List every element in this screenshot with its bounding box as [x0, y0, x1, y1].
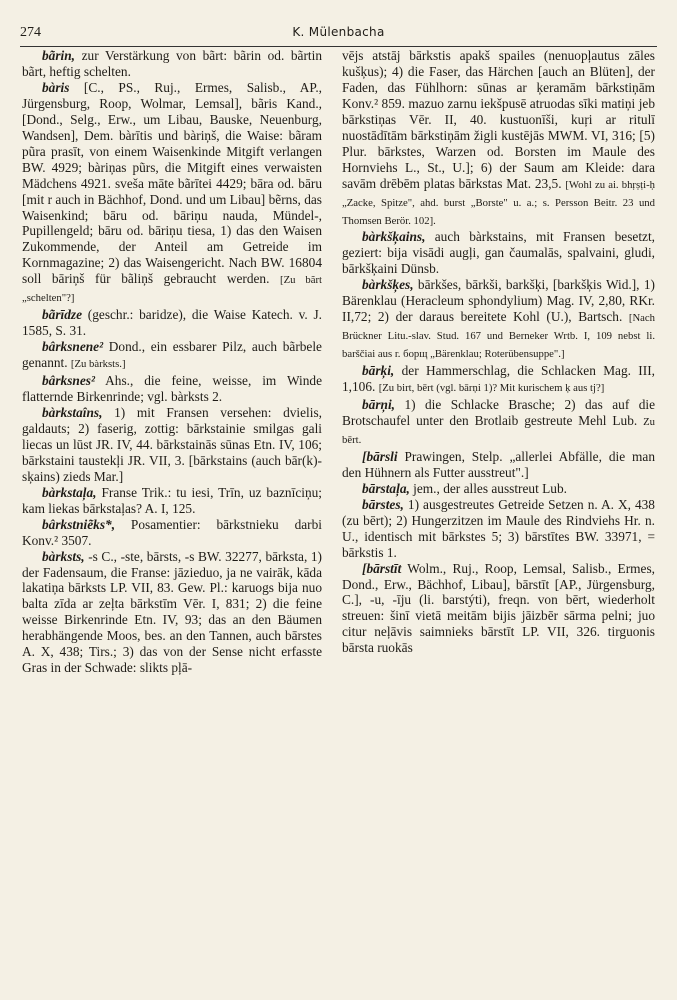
entry-barksnes: [22, 373, 322, 405]
headword: [bārstīt: [362, 560, 402, 576]
entry-barkskes: [342, 277, 655, 363]
entry-barksnene: [22, 339, 322, 373]
entry-barkskains: [342, 229, 655, 277]
etymology-note: [Zu birt, bērt (vgl. bārņi 1)? Mit kurischem ķ aus tj?]: [378, 382, 605, 395]
headword: [bārsli: [362, 448, 398, 464]
entry-barstala: [342, 481, 655, 497]
entry-barksts-continued: [342, 48, 655, 229]
entry-barstes: [342, 497, 655, 561]
entry-text: 1) die Schlacke Brasche; 2) das auf die Brotschaufel unter den Brotlaib gestreute Mehl Lub.: [342, 397, 655, 428]
entry-text: vējs atstāj bārkstis apakš spailes (nenuopļautus zāles kušķus); 4) die Faser, das Härchen [auch an Blüten], der Faden, das Fühlhorn: sūnas ar ķeramām bārkstiņām Konv.² 859. mazuo zarnu iekšpusē atruodas sīki matiņi jeb bārkstiņas Vēr. II, 40. kustuonīši, kuŗi ar ritulī nuostādītām bārkstiņām žigli kustējās MWM. VI, 316; [5) Plur. bārkstes, Warzen od. Borsten im Maule des Hornviehs L., St., U.]; 6) der Saum am Kleide: dara savām drēbēm platas bārkstas Mat. 23,5.: [342, 48, 655, 191]
headword: bārņi,: [362, 397, 396, 413]
entry-text: (geschr.: baridze), die Waise Katech. v. J. 1585, S. 31.: [22, 307, 322, 339]
headword: bârkstniẽks*,: [42, 516, 116, 532]
headword: bãrin,: [42, 48, 76, 63]
entry-text: Dond., ein essbarer Pilz, auch bãrbele genannt.: [22, 339, 322, 371]
entry-barkstnieks: [22, 517, 322, 549]
headword: bàrkšķes,: [362, 277, 414, 293]
headword: bãrīdze: [42, 307, 83, 323]
headword: bàrksts,: [42, 548, 85, 564]
headword: bārstaļa,: [362, 480, 410, 496]
entry-barkstala: [22, 485, 322, 517]
page-number: 274: [20, 25, 41, 40]
etymology-note: [Nach Brückner Litu.-slav. Stud. 167 und Berneker Wrtb. I, 109 nebst li. barščiai aus r. борщ „Bärenklau; Roterübensuppe".]: [342, 312, 655, 361]
running-head: K. Mülenbacha: [292, 25, 385, 39]
entry-barni: [342, 397, 655, 449]
etymology-note: [Zu bàrksts.]: [70, 358, 126, 371]
left-column: [22, 48, 322, 991]
entry-barksts: [22, 549, 322, 677]
entry-baris: [22, 80, 322, 307]
headword: bârksnes²: [42, 373, 95, 389]
entry-barkstains: [22, 405, 322, 485]
headword: bārķi,: [362, 363, 395, 379]
headword: bàrkšķains,: [362, 229, 426, 245]
headword: bàrkstaļa,: [42, 484, 97, 500]
headword: bârksnene²: [42, 339, 104, 355]
entry-text: 1) ausgestreutes Getreide Setzen n. A. X, 438 (zu bērt); 2) Hungerzitzen im Maule des Rindviehs Hr. n. U., identisch mit bārkstes 5; 3) bārstītes BW. 33971, = bārkstis 1.: [342, 496, 655, 560]
entry-text: Prawingen, Stelp. „allerlei Abfälle, die man den Hühnern als Futter ausstreut".]: [342, 448, 655, 480]
headword: bàris: [42, 79, 70, 95]
entry-text: Franse Trik.: tu iesi, Trīn, uz baznīciņu; kam liekas bārkstaļas? A. I, 125.: [22, 484, 322, 516]
headword: bàrkstaîns,: [42, 404, 103, 420]
entry-text: Wolm., Ruj., Roop, Lemsal, Salisb., Ermes, Dond., Erw., Bächhof, Libau], bārstīt [AP., Jürgensburg, C.], -u, -īju (li. barstýti), freqn. von bērt, wiederholt streuen: šinī vietā meitām bijis jāizbēr sārma pelni; juo citur neļāvis saimnieks bārstīt LP. VII, 326. tirguonis bārsta ruokās: [342, 560, 655, 656]
entry-text: 1) mit Fransen versehen: dvielis, galdauts; 2) faserig, zottig: bārkstainie smilgas gali liecas un lūst JR. IV, 44. bārkstainās sūnas Etn. IV, 106; bārkstaini taustekļi JR. VII, 3. [bārkstains (auch bār(k)-sķains) zieds Mar.]: [22, 404, 322, 484]
entry-text: auch bàrkstains, mit Fransen besetzt, geziert: bija visādi augļi, gan čaumalās, spalvaini, gludi, bārkšķaini Dünsb.: [342, 229, 655, 277]
entry-barin: [22, 48, 322, 80]
entry-text: -s C., -ste, bārsts, -s BW. 32277, bārksta, 1) der Fadensaum, die Franse: jāzieduo, ja ne vairāk, kāda lakatiņa bārksts LP. VII, 83. Gew. Pl.: karuogs bija nuo balta zīda ar zeļta bārkstīm Vēr. I, 831; 2) die feine weisse Birkenrinde Etn. IV, 93; das an den Bäumen herabhängende Moos, bes. an den Tannen, auch bārstes A. X, 438; Tirs.; 3) das von der Sense nicht erfasste Gras in der Schwade: slikts pļā-: [22, 548, 322, 676]
page-header: [20, 22, 657, 47]
entry-barsli: [342, 449, 655, 481]
entry-barstit: [342, 561, 655, 657]
right-column: [342, 48, 655, 991]
entry-text: bārkšes, bārkši, barkšķi, [barkšķis Wid.], 1) Bärenklau (Heracleum sphondylium) Mag. IV, 2,80, RKr. II,72; 2) der daraus bereitete Kohl (U.), Bartsch.: [342, 277, 655, 325]
etymology-note: [Zu bãrt „schelten"?]: [22, 274, 322, 305]
entry-baridze: [22, 307, 322, 339]
headword: bārstes,: [362, 496, 404, 512]
entry-barki: [342, 363, 655, 397]
entry-text: Ahs., die feine, weisse, im Winde flatternde Birkenrinde; vgl. bàrksts 2.: [22, 373, 322, 405]
entry-text: [C., PS., Ruj., Ermes, Salisb., AP., Jürgensburg, Roop, Wolmar, Lemsal], bãris Kand., [Dond., Selg., Erw., um Libau, Bauske, Neuenburg, Wandsen], Dem. bàrītis und bàriņš, die Waise: bãram pũra prasīt, von einem Waisenkinde Mitgift verlangen BW. 4929; bàriņas pũrs, die Mitgift eines verwaisten Mädchens 4921. sveša māte bãrītei 4429; bāra od. bāru [mit r auch in Bächhof, Dond. und um Libau] bẽrns, das Waisenkind; bāru od. bāriņu nauda, Mündel-, Pupillengeld; bāru od. bāriņu tiesa, 1) das den Waisen Zukommende, der Anteil am Getreide im Kornmagazine; 2) das Waisengericht. Nach BW. 16804 soll bāriņš für bãliņš gebraucht werden.: [22, 79, 322, 287]
entry-text: der Hammerschlag, die Schlacken Mag. III, 1,106.: [342, 363, 655, 395]
etymology-note: Zu bērt.: [342, 415, 655, 446]
etymology-note: [Wohl zu ai. bhṛṣṭi-ḥ „Zacke, Spitze", ahd. burst „Borste" u. a.; s. Persson Beitr. 23 und Thomsen Berör. 102].: [342, 178, 655, 227]
entry-text: Posamentier: bārkstnieku darbi Konv.² 3507.: [22, 516, 322, 548]
entry-text: zur Verstärkung von bãrt: bãrin od. bãrtin bãrt, heftig schelten.: [22, 48, 322, 79]
entry-text: jem., der alles ausstreut Lub.: [413, 480, 567, 496]
